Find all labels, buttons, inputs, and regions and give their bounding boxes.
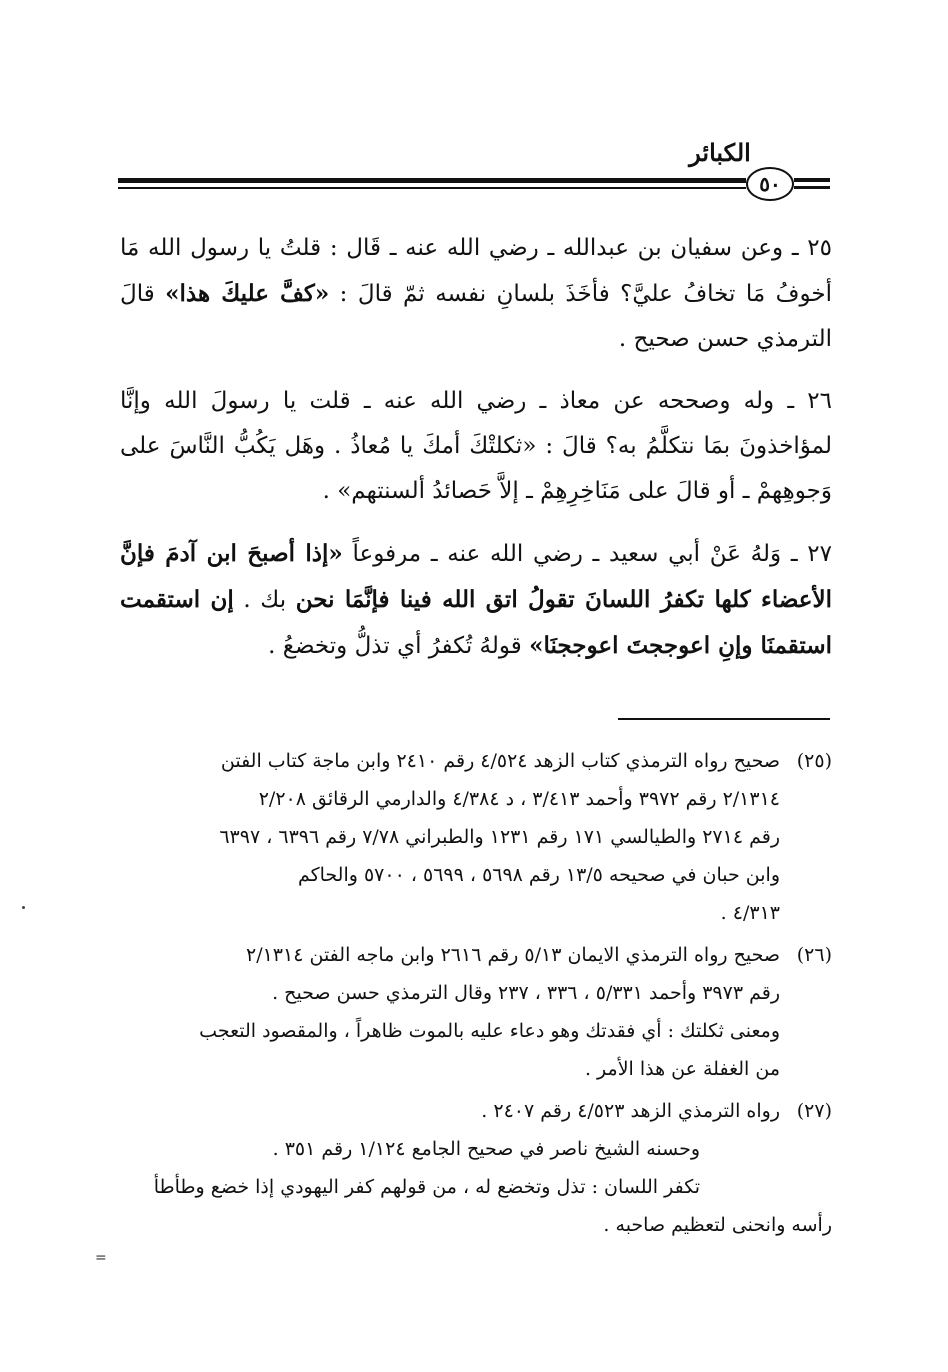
footnote-27 — [118, 1092, 832, 1244]
hadith-text: قالَ الترمذي حسن صحيح . — [120, 281, 832, 352]
hadith-quote: إن استقمت استقمنَا وإنِ اعوججتَ اعوججنَا» — [120, 586, 832, 659]
page-number: ٥٠ — [746, 167, 794, 201]
footnote-marker: (٢٥) — [796, 750, 832, 772]
header-rule-thick — [118, 178, 746, 183]
footnote-line: رقم ٣٩٧٣ وأحمد ٥/٣٣١ ، ٣٣٦ ، ٢٣٧ وقال الترمذي حسن صحيح . — [272, 982, 780, 1004]
scan-speck — [22, 906, 25, 909]
hadith-number: ٢٦ — [807, 388, 833, 414]
hadith-number: ٢٧ — [807, 541, 833, 567]
hadith-quote: «إذا أصبحَ ابن آدمَ فإنَّ الأعضاء كلها تكفرُ اللسانَ تقولُ اتق الله فينا فإنَّمَا نحن — [120, 540, 833, 613]
hadith-text: قولهُ تُكفرُ أي تذلُّ وتخضعُ . — [268, 633, 530, 659]
footnote-line: من الغفلة عن هذا الأمر . — [584, 1058, 780, 1080]
footnote-body — [118, 742, 780, 932]
hadith-text: ـ وله وصححه عن معاذ ـ رضي الله عنه ـ قلت يا رسولَ الله وإنَّا لمؤاخذونَ بمَا نتكلَّمُ به؟ قالَ : «ثكلتْكَ أمكَ يا مُعاذُ . وهَل يَكُبُّ النَّاسَ على وَجوهِهمْ ـ أو قالَ على مَنَاخِرِهِمْ ـ إلاَّ حَصائدُ ألسنتهم» . — [120, 388, 832, 504]
footnote-line: رأسه وانحنى لتعظيم صاحبه . — [603, 1214, 832, 1236]
footnote-body — [118, 936, 780, 1088]
footnote-line: وابن حبان في صحيحه ١٣/٥ رقم ٥٦٩٨ ، ٥٦٩٩ ، ٥٧٠٠ والحاكم — [297, 864, 780, 886]
page-header — [118, 138, 830, 198]
footnote-line: ومعنى ثكلتك : أي فقدتك وهو دعاء عليه بالموت ظاهراً ، والمقصود التعجب — [199, 1020, 780, 1042]
hadith-number: ٢٥ — [807, 235, 832, 261]
hadith-quote: «كفَّ عليكَ هذا» — [165, 280, 330, 307]
header-rule-right-top — [794, 178, 830, 182]
hadith-text: ـ وَلهُ عَنْ أبي سعيد ـ رضي الله عنه ـ مرفوعاً — [342, 541, 798, 567]
footnote-marker: (٢٦) — [796, 944, 832, 966]
footnote-line: تكفر اللسان : تذل وتخضع له ، من قولهم كفر اليهودي إذا خضع وطأطأ — [153, 1176, 700, 1198]
footnote-line: رواه الترمذي الزهد ٤/٥٢٣ رقم ٢٤٠٧ . — [481, 1100, 780, 1122]
hadith-text: بك . — [233, 587, 296, 613]
header-rule-right-bottom — [794, 186, 830, 189]
footnote-marker: (٢٧) — [796, 1100, 832, 1122]
footnote-separator — [618, 718, 830, 720]
footnotes — [118, 742, 832, 1244]
footnote-line: صحيح رواه الترمذي الايمان ٥/١٣ رقم ٢٦١٦ وابن ماجه الفتن ٢/١٣١٤ — [246, 944, 780, 966]
footnote-line: ٤/٣١٣ . — [720, 902, 780, 924]
main-text — [120, 226, 832, 669]
hadith-25 — [120, 226, 832, 362]
hadith-27 — [120, 531, 832, 669]
footnote-line: ٢/١٣١٤ رقم ٣٩٧٢ وأحمد ٣/٤١٣ ، د ٤/٣٨٤ والدارمي الرقائق ٢/٢٠٨ — [258, 788, 780, 810]
footnote-line: رقم ٢٧١٤ والطيالسي ١٧١ رقم ١٢٣١ والطبراني ٧/٧٨ رقم ٦٣٩٦ ، ٦٣٩٧ — [219, 826, 780, 848]
header-rule-thin — [118, 187, 746, 189]
footnote-25 — [118, 742, 832, 932]
margin-mark: = — [95, 1250, 107, 1266]
running-title: الكبائر — [689, 138, 751, 167]
hadith-26 — [120, 379, 832, 514]
hadith-text: ـ وعن سفيان بن عبدالله ـ رضي الله عنه ـ قَال : قلتُ يا رسول الله مَا أخوفُ مَا تخافُ عليَّ؟ فأخَذَ بلسانِ نفسه ثمّ قالَ : — [120, 235, 832, 307]
footnote-line: وحسنه الشيخ ناصر في صحيح الجامع ١/١٢٤ رقم ٣٥١ . — [272, 1138, 700, 1160]
footnote-line: صحيح رواه الترمذي كتاب الزهد ٤/٥٢٤ رقم ٢٤١٠ وابن ماجة كتاب الفتن — [220, 750, 780, 772]
footnote-26 — [118, 936, 832, 1088]
